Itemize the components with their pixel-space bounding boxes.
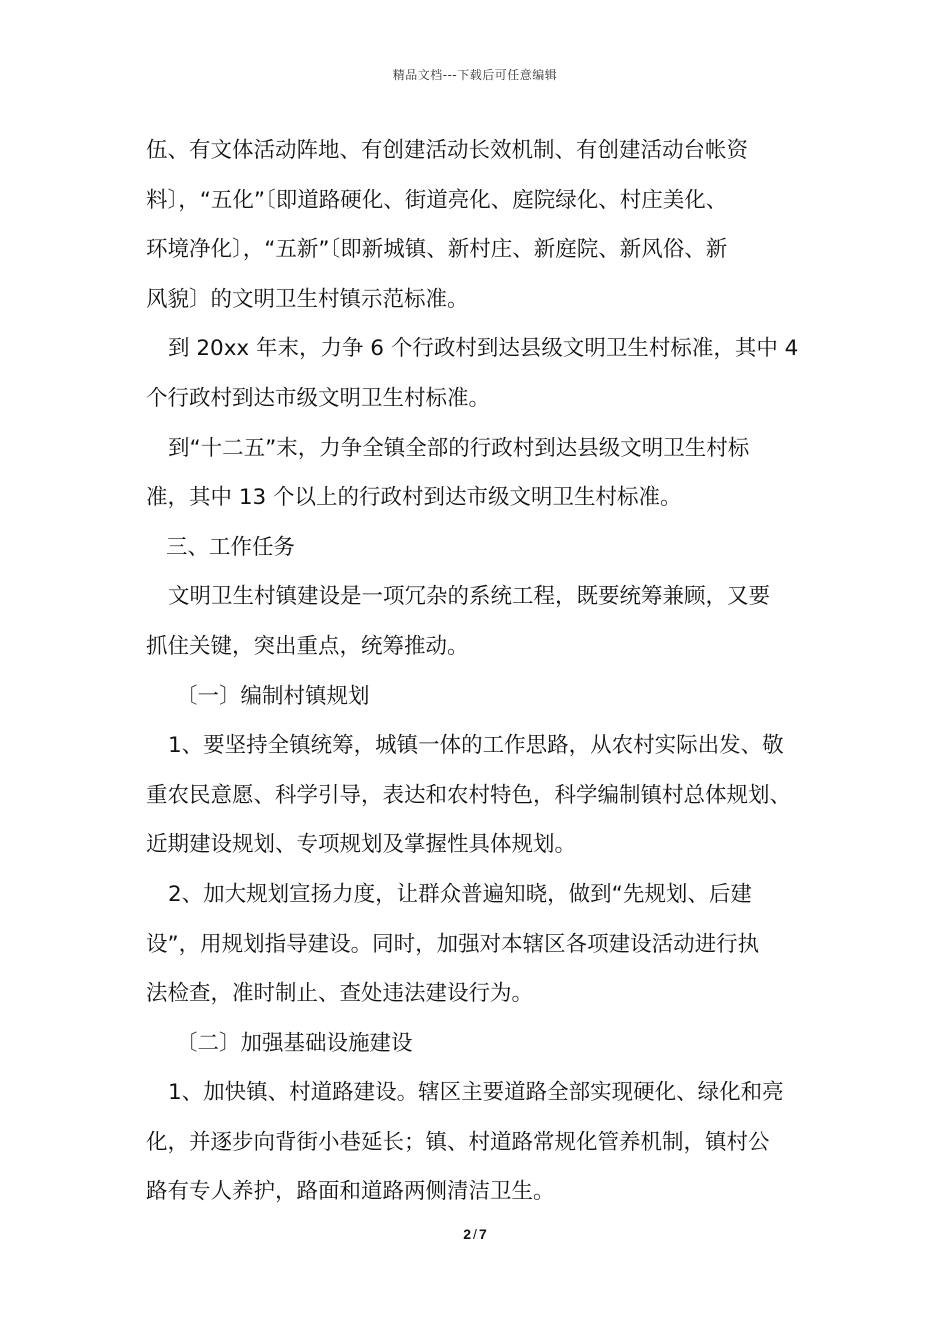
total-pages-number: 7	[478, 1226, 487, 1242]
page-number	[0, 1226, 950, 1242]
text-line: 设”，用规划指导建设。同时，加强对本辖区各项建设活动进行执	[146, 931, 760, 957]
text-line: 到“十二五”末，力争全镇全部的行政村到达县级文明卫生村标	[168, 435, 750, 461]
page-header: 精品文档---下载后可任意编辑	[392, 68, 558, 82]
text-line: 近期建设规划、专项规划及掌握性具体规划。	[146, 832, 577, 858]
text-line: 法检查，准时制止、查处违法建设行为。	[146, 981, 534, 1007]
text-line: 1、加快镇、村道路建设。辖区主要道路全部实现硬化、绿化和亮	[168, 1080, 784, 1106]
text-line: 到 20xx 年末，力争 6 个行政村到达县级文明卫生村标准，其中 4	[168, 336, 799, 362]
text-line: 伍、有文体活动阵地、有创建活动长效机制、有创建活动台帐资	[146, 138, 749, 163]
document-body	[146, 126, 826, 1217]
text-line: 1、要坚持全镇统筹，城镇一体的工作思路，从农村实际出发、敬	[168, 733, 784, 759]
text-line: 重农民意愿、科学引导，表达和农村特色，科学编制镇村总体规划、	[146, 782, 792, 808]
text-line: 个行政村到达市级文明卫生村标准。	[146, 385, 491, 411]
current-page-number: 2	[463, 1226, 472, 1242]
text-line: 料〕，“五化”〔即道路硬化、街道亮化、庭院绿化、村庄美化、	[146, 187, 728, 213]
text-line: 准，其中 13 个以上的行政村到达市级文明卫生村标准。	[146, 485, 682, 511]
text-line: 抓住关键，突出重点，统筹推动。	[146, 633, 469, 659]
text-line: 化，并逐步向背街小巷延长；镇、村道路常规化管养机制，镇村公	[146, 1129, 770, 1155]
section-heading: 三、工作任务	[166, 534, 296, 560]
subsection-heading: 〔一〕编制村镇规划	[176, 683, 370, 709]
text-line: 路有专人养护，路面和道路两侧清洁卫生。	[146, 1179, 555, 1205]
text-line: 环境净化〕，“五新”〔即新城镇、新村庄、新庭院、新风俗、新	[146, 237, 728, 263]
subsection-heading: 〔二〕加强基础设施建设	[176, 1030, 413, 1056]
page-separator: /	[473, 1226, 477, 1242]
text-line: 风貌〕的文明卫生村镇示范标准。	[146, 286, 469, 312]
text-line: 文明卫生村镇建设是一项冗杂的系统工程，既要统筹兼顾，又要	[168, 584, 771, 610]
text-line: 2、加大规划宣扬力度，让群众普遍知晓，做到“先规划、后建	[168, 881, 752, 907]
